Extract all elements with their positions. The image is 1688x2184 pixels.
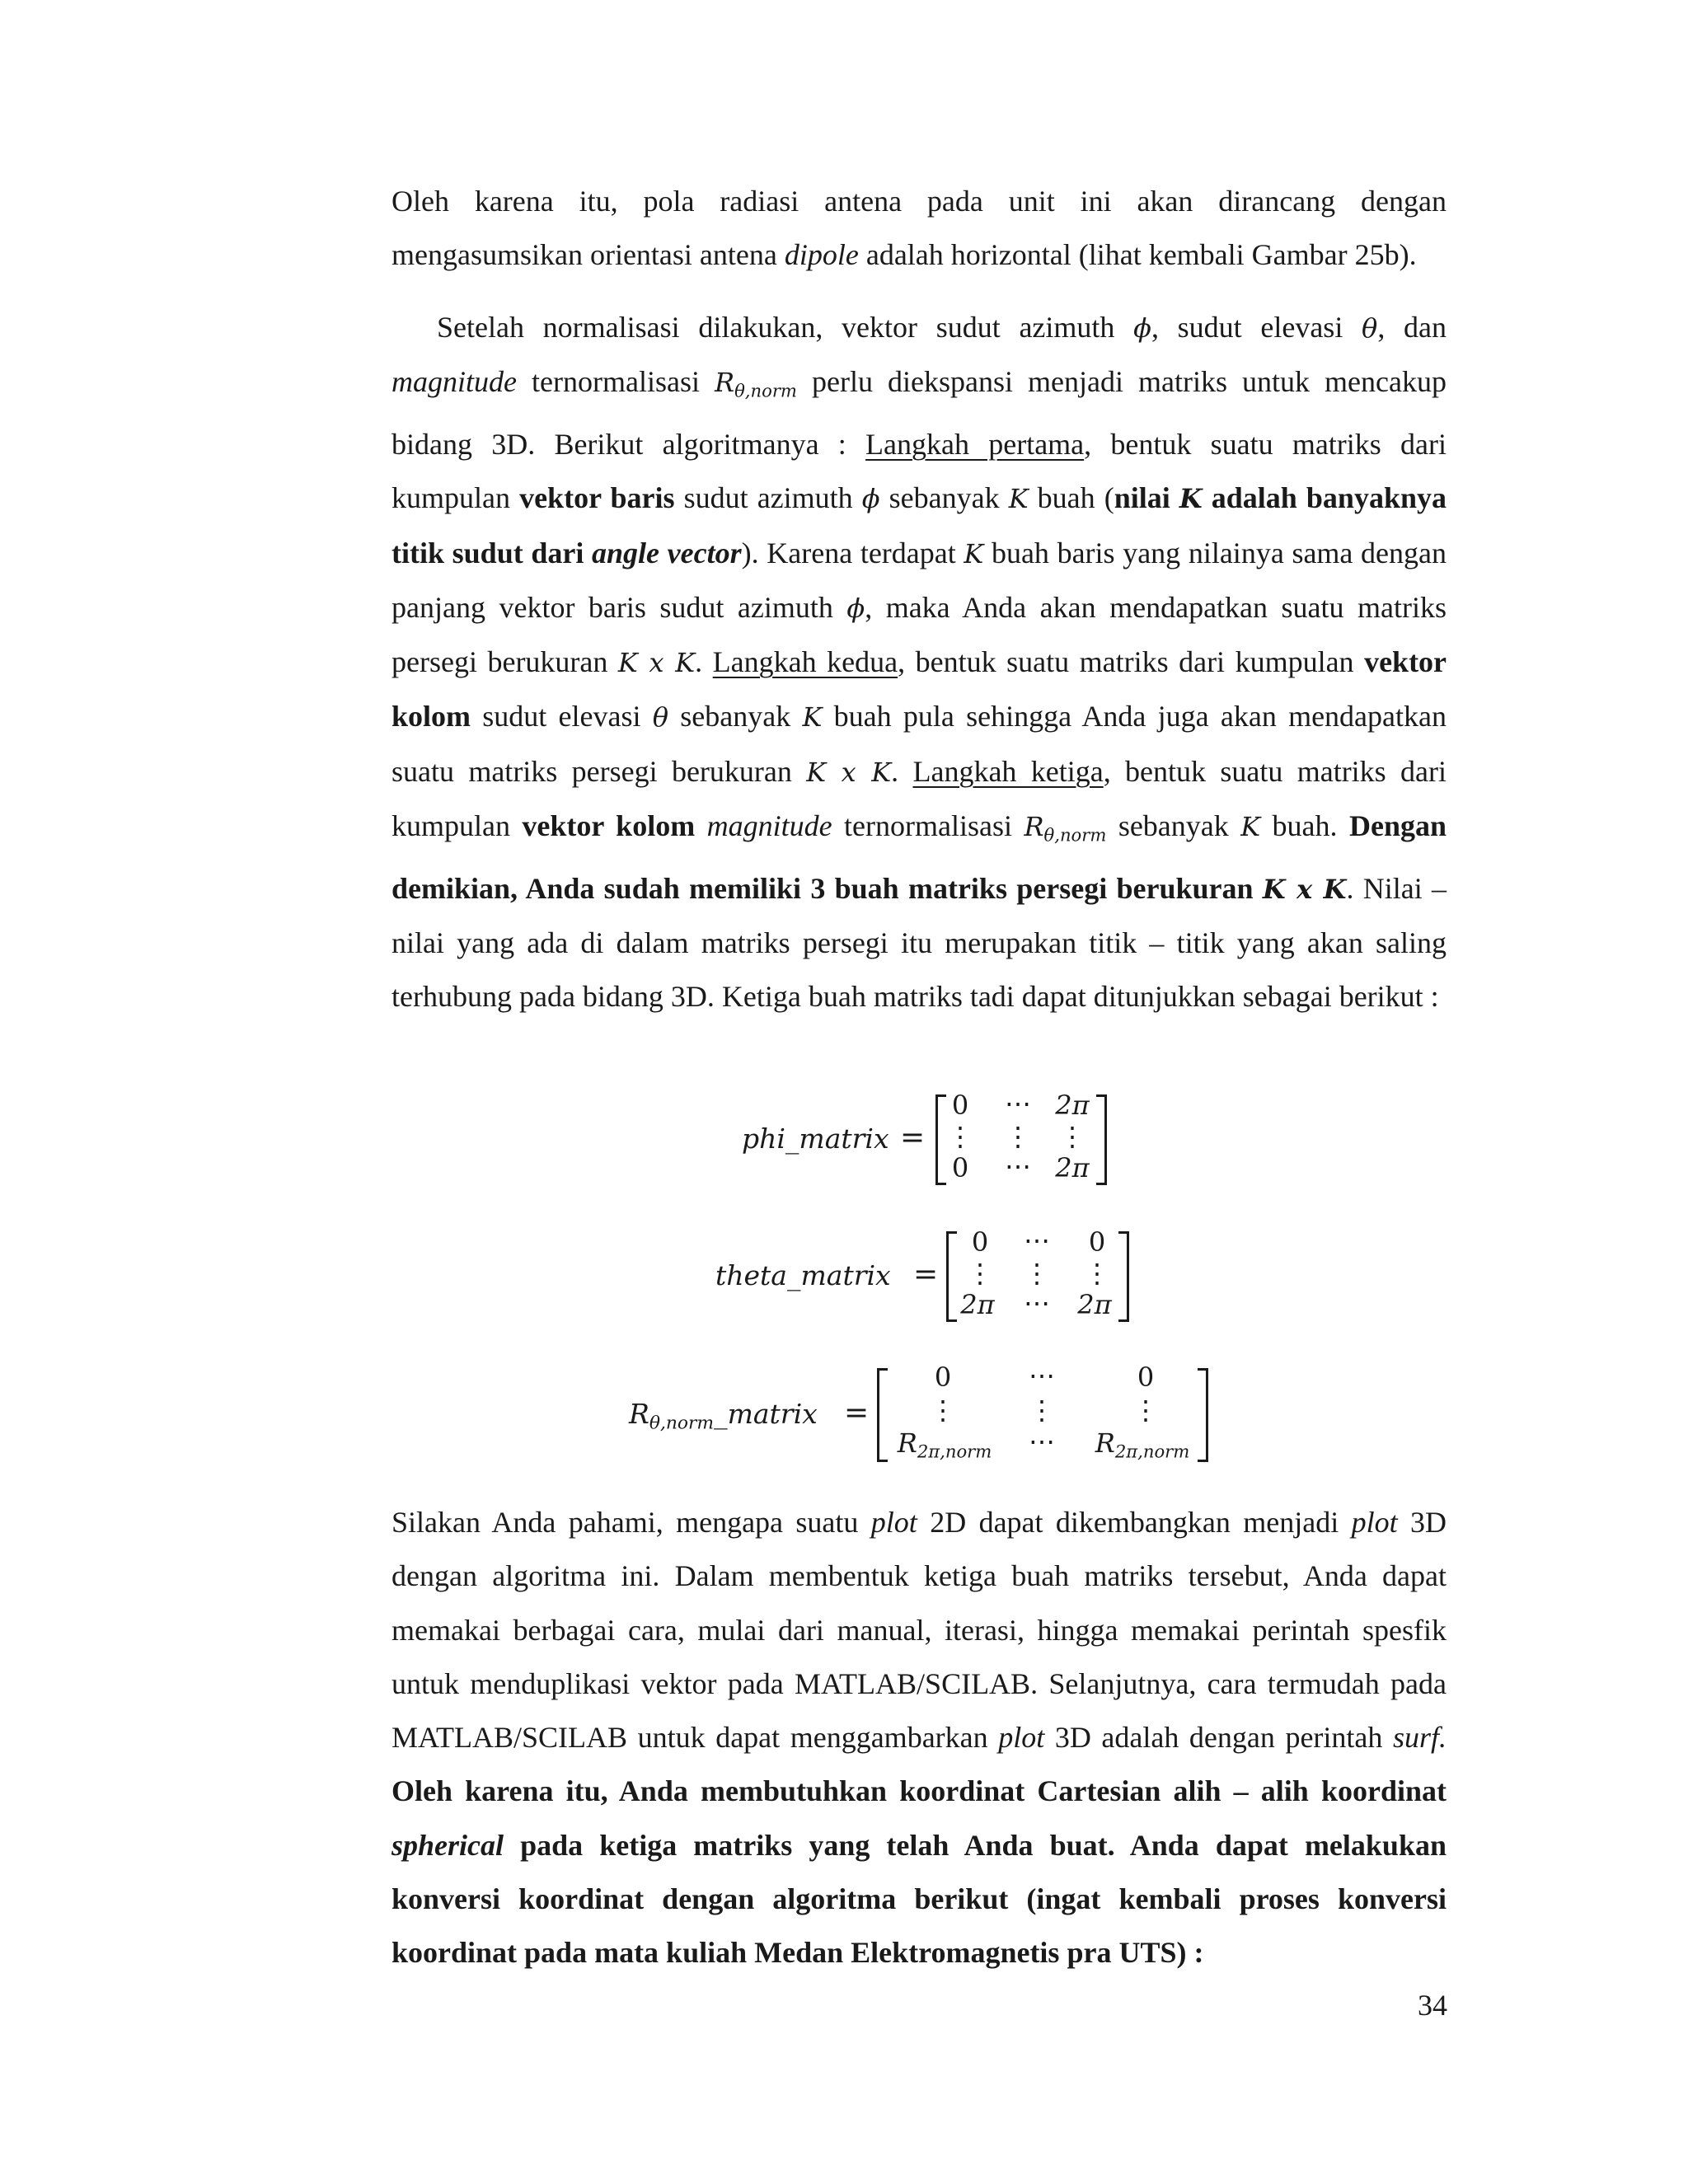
text-run: adalah banyaknya titik sudut dari bbox=[392, 481, 1447, 569]
text-run: buah pula sehingga Anda juga akan mendapatkan suatu matriks persegi berukuran bbox=[392, 700, 1447, 788]
matrix-cell: ⋮ bbox=[1024, 1258, 1050, 1289]
matrix-cell: ⋮ bbox=[930, 1394, 956, 1426]
text-run: Oleh karena itu, Anda membutuhkan koordinat Cartesian alih – alih koordinat bbox=[392, 1774, 1447, 1808]
text-run: Oleh karena itu, pola radiasi antena pada unit ini akan dirancang dengan mengasumsikan orientasi antena bbox=[392, 185, 1447, 272]
matrix-cell: 2π bbox=[1055, 1152, 1090, 1183]
matrix-cell bbox=[1085, 1427, 1200, 1461]
matrix-cell: 0 bbox=[951, 1152, 969, 1183]
text-run: nilai bbox=[1114, 481, 1179, 515]
text-run: , sudut elevasi bbox=[1151, 311, 1362, 344]
symbol-k: K bbox=[1240, 811, 1261, 842]
term-vektor-baris: vektor baris bbox=[519, 481, 675, 515]
text-run: sebanyak bbox=[879, 481, 1009, 515]
label-tail: _matrix bbox=[714, 1398, 818, 1430]
matrix-cell: 0 bbox=[951, 1090, 969, 1121]
matrix-cell: ⋯ bbox=[1024, 1287, 1050, 1319]
matrix-cell: 2π bbox=[960, 1289, 995, 1320]
text-run: ). Karena terdapat bbox=[741, 536, 964, 569]
term-plot: plot bbox=[870, 1506, 917, 1539]
matrix-cell: 0 bbox=[1137, 1361, 1155, 1393]
symbol-kxk: K x K bbox=[617, 647, 696, 679]
step-3-label: Langkah ketiga bbox=[912, 754, 1104, 788]
symbol-kxk: K x K bbox=[806, 756, 892, 788]
symbol-kxk: K x K bbox=[1262, 873, 1347, 905]
matrix-cell: ⋯ bbox=[1024, 1225, 1050, 1256]
text-run: buah. bbox=[1260, 809, 1349, 842]
text-run: ternormalisasi bbox=[516, 365, 715, 399]
matrix-cell: ⋮ bbox=[1005, 1121, 1031, 1152]
matrix-cell: ⋮ bbox=[947, 1121, 973, 1152]
page-number: 34 bbox=[1418, 1989, 1447, 2022]
text-run: , bentuk suatu matriks dari kumpulan bbox=[898, 645, 1365, 679]
text-run: sudut azimuth bbox=[674, 481, 862, 515]
equals-sign: = bbox=[913, 1258, 939, 1291]
symbol-r-norm bbox=[715, 367, 797, 401]
cell-sub: 2π,norm bbox=[917, 1441, 992, 1462]
symbol-k: K bbox=[802, 701, 823, 733]
symbol-r-norm bbox=[1024, 811, 1107, 846]
bold-note bbox=[392, 1774, 1447, 1969]
matrix-cell: 0 bbox=[1088, 1226, 1106, 1258]
matrix-cell: 0 bbox=[971, 1226, 989, 1258]
matrix-cell: ⋯ bbox=[1005, 1088, 1031, 1119]
text-run: . bbox=[695, 645, 713, 679]
symbol-k: K bbox=[1008, 483, 1029, 515]
paragraph-3 bbox=[392, 1496, 1447, 1980]
phi-matrix-label: phi_matrix bbox=[742, 1122, 889, 1155]
symbol-r-sub: θ,norm bbox=[1043, 824, 1107, 846]
term-angle-vector: angle vector bbox=[592, 536, 742, 569]
symbol-k: K bbox=[964, 537, 984, 569]
symbol-theta: θ bbox=[652, 701, 669, 733]
text-run: sebanyak bbox=[668, 700, 803, 733]
matrix-cell: ⋯ bbox=[1029, 1426, 1055, 1457]
text-run: Dengan demikian, Anda sudah memiliki 3 buah matriks persegi berukuran bbox=[392, 809, 1447, 905]
term-plot: plot bbox=[998, 1721, 1045, 1755]
text-run: . bbox=[891, 754, 913, 788]
theta-matrix bbox=[946, 1225, 1129, 1322]
right-bracket bbox=[1096, 1094, 1107, 1185]
term-magnitude: magnitude bbox=[706, 809, 832, 842]
cell-base: R bbox=[897, 1427, 917, 1459]
text-run: . Nilai – nilai yang ada di dalam matriks persegi itu merupakan titik – titik yang akan saling terhubung pada bidang 3D. Ketiga buah matriks tadi dapat ditunjukkan sebagai berikut : bbox=[392, 871, 1447, 1014]
text-run: sudut elevasi bbox=[471, 700, 653, 733]
symbol-k: K bbox=[1179, 483, 1203, 515]
matrix-cell: 2π bbox=[1055, 1090, 1090, 1121]
matrix-cell: ⋮ bbox=[967, 1258, 993, 1289]
symbol-phi: ϕ bbox=[1133, 312, 1151, 344]
paragraph-1 bbox=[392, 175, 1447, 283]
text-run: sebanyak bbox=[1106, 809, 1241, 842]
text-run: , bentuk suatu matriks dari kumpulan bbox=[392, 754, 1447, 842]
symbol-theta: θ bbox=[1362, 312, 1378, 344]
text-run: Silakan Anda pahami, mengapa suatu bbox=[392, 1506, 871, 1539]
term-magnitude: magnitude bbox=[392, 365, 517, 399]
label-base: R bbox=[629, 1398, 649, 1430]
phi-matrix bbox=[935, 1088, 1107, 1185]
text-run: adalah horizontal (lihat kembali Gambar 25b). bbox=[858, 238, 1417, 272]
text-run: buah ( bbox=[1028, 481, 1114, 515]
matrix-cell: ⋮ bbox=[1084, 1258, 1110, 1289]
r-norm-matrix-label bbox=[629, 1398, 818, 1434]
right-bracket bbox=[1118, 1231, 1129, 1322]
equals-sign: = bbox=[900, 1121, 926, 1155]
symbol-r-base: R bbox=[715, 367, 735, 399]
matrix-cell: 0 bbox=[934, 1361, 952, 1393]
text-run: 2D dapat dikembangkan menjadi bbox=[917, 1506, 1352, 1539]
text-run: pada ketiga matriks yang telah Anda buat. Anda dapat melakukan konversi koordinat dengan algoritma berikut (ingat kembali proses konversi koordinat pada mata kuliah Medan Elektromagnetis pra UTS) : bbox=[392, 1828, 1447, 1970]
symbol-phi: ϕ bbox=[846, 592, 865, 624]
matrix-cell: ⋮ bbox=[1029, 1394, 1055, 1426]
term-plot: plot bbox=[1351, 1506, 1398, 1539]
matrix-cell: ⋯ bbox=[1005, 1151, 1031, 1182]
text-run: , maka Anda akan mendapatkan suatu matriks persegi berukuran bbox=[392, 590, 1447, 679]
symbol-phi: ϕ bbox=[861, 483, 880, 515]
term-vektor-kolom: vektor kolom bbox=[522, 809, 696, 842]
theta-matrix-label: theta_matrix bbox=[715, 1259, 891, 1291]
text-run: , dan bbox=[1377, 311, 1447, 344]
symbol-r-base: R bbox=[1024, 811, 1044, 842]
matrix-cell: 2π bbox=[1077, 1289, 1112, 1320]
symbol-r-sub: θ,norm bbox=[734, 380, 797, 401]
text-run: ternormalisasi bbox=[832, 809, 1025, 842]
cell-base: R bbox=[1095, 1427, 1115, 1459]
term-surf: surf. bbox=[1392, 1721, 1447, 1755]
r-norm-matrix bbox=[877, 1360, 1208, 1462]
text-run: 3D adalah dengan perintah bbox=[1044, 1721, 1393, 1755]
matrix-cell bbox=[887, 1427, 1002, 1461]
text-run: Setelah normalisasi dilakukan, vektor sudut azimuth bbox=[437, 311, 1134, 344]
cell-sub: 2π,norm bbox=[1114, 1441, 1190, 1462]
text-run: perlu diekspansi menjadi matriks untuk mencakup bidang 3D. Berikut algoritmanya : bbox=[392, 365, 1447, 461]
term-dipole: dipole bbox=[784, 238, 859, 272]
step-2-label: Langkah kedua bbox=[712, 645, 898, 679]
label-sub: θ,norm bbox=[649, 1413, 715, 1434]
term-spherical: spherical bbox=[392, 1828, 504, 1862]
equals-sign: = bbox=[844, 1396, 870, 1430]
matrix-cell: ⋮ bbox=[1132, 1394, 1159, 1426]
step-1-label: Langkah pertama bbox=[865, 427, 1085, 461]
term-vektor-kolom: vektor kolom bbox=[392, 645, 1447, 733]
matrix-cell: ⋮ bbox=[1059, 1121, 1085, 1152]
text-run: , bentuk suatu matriks dari kumpulan bbox=[392, 427, 1447, 515]
text-run: 3D dengan algoritma ini. Dalam membentuk ketiga buah matriks tersebut, Anda dapat memakai berbagai cara, mulai dari manual, iterasi, hingga memakai perintah spesfik untuk menduplikasi vektor pada MATLAB/SCILAB. Selanjutnya, cara termudah pada MATLAB/SCILAB untuk dapat menggambarkan bbox=[392, 1506, 1447, 1755]
paragraph-2 bbox=[392, 301, 1447, 1024]
matrix-cell: ⋯ bbox=[1029, 1360, 1055, 1391]
text-run: buah baris yang nilainya sama dengan panjang vektor baris sudut azimuth bbox=[392, 536, 1447, 624]
